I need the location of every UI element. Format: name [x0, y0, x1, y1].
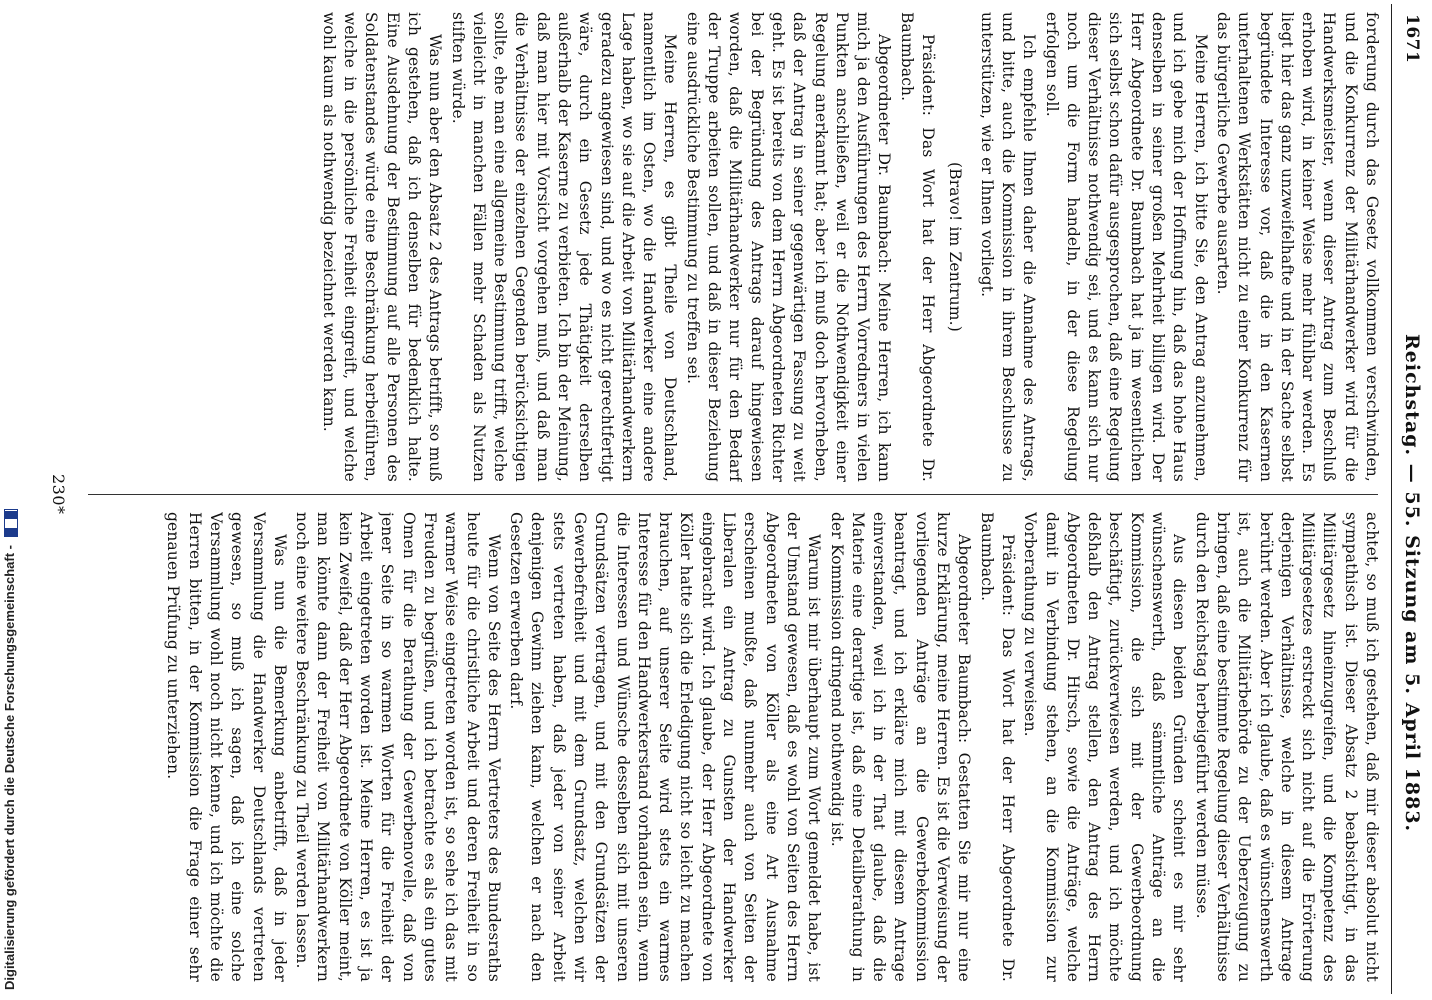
paragraph: Präsident: Das Wort hat der Herr Abgeordnete Dr. Baumbach.: [897, 12, 938, 482]
paragraph: forderung durch das Gesetz vollkommen verschwinden, und die Konkurrenz der Militärhandwerker wird für die Handwerksmeister, wenn dieser Antrag zum Beschluß erhoben wird, in keiner Weise mehr fühlbar werden. Es liegt hier das ganz unzweifelhafte und in der Sache selbst begründete Interesse vor, daß die in den Kasernen unterhaltenen Werkstätten nicht zu einer Konkurrenz für das bürgerliche Gewerbe ausarten.: [1213, 12, 1381, 482]
paragraph: Abgeordneter Dr. Baumbach: Meine Herren, ich kann mich ja den Ausführungen des Herrn Vorredners in vielen Punkten anschließen, weil er die Nothwendigkeit einer Regelung anerkannt hat; aber ich muß doch hervorheben, daß der Antrag in seiner gegenwärtigen Fassung zu weit geht. Es ist bereits von dem Herrn Abgeordneten Richter bei der Begründung des Antrags darauf hingewiesen worden, daß die Militärhandwerker nur für den Bedarf der Truppe arbeiten sollen, und daß in dieser Beziehung eine ausdrückliche Bestimmung zu treffen sei.: [683, 12, 894, 482]
document-page: [20, 4, 1430, 994]
paragraph: Wenn von Seite des Herrn Vertreters des Bundesraths heute für die christliche Arbeit und deren Freiheit in so warmer Weise eingetreten worden ist, so sehe ich das mit Freuden zu begrüßen, und ich betrachte es als ein gutes Omen für die Berathung der Gewerbenovelle, daß von jener Seite in so warmen Worten für die Freiheit der Arbeit eingetreten worden ist. Meine Herren, es ist ja kein Zweifel, daß der Herr Abgeordnete von Köller meint, man könnte dann der Freiheit von Militärhandwerkern noch eine weitere Beschränkung zu Theil werden lassen.: [293, 512, 503, 982]
paragraph: Was nun aber den Absatz 2 des Antrags betrifft, so muß ich gestehen, daß ich denselben für bedenklich halte. Eine Ausdehnung der Bestimmung auf alle Personen des Soldatenstandes würde eine Beschränkung herbeiführen, welche in die persönliche Freiheit eingreift, und welche wohl kaum als nothwendig bezeichnet werden kann.: [319, 12, 445, 482]
paragraph: achtet, so muß ich gestehen, daß mir dieser absolut nicht sympathisch ist. Dieser Absatz 2 beabsichtigt, in das Militärgesetz hineinzugreifen, und die Kompetenz des Militärgesetzes erstreckt sich nicht auf die Erörterung derjenigen Verhältnisse, welche in diesem Antrage berührt werden. Aber ich glaube, daß es wünschenswerth ist, auch die Militärbehörde zu der Ueberzeugung zu bringen, daß eine bestimmte Regelung dieser Verhältnisse durch den Reichstag herbeigeführt werden müsse.: [1192, 512, 1381, 982]
paragraph: Meine Herren, ich bitte Sie, den Antrag anzunehmen, und ich gebe mich der Hoffnung hin, daß das hohe Haus denselben in seiner großen Mehrheit billigen wird. Der Herr Abgeordnete Dr. Baumbach hat ja im wesentlichen sich selbst schon dafür ausgesprochen, daß eine Regelung dieser Verhältnisse nothwendig sei, und es kann sich nur noch um die Form handeln, in der diese Regelung erfolgen soll.: [1042, 12, 1210, 482]
paragraph: (Bravo! im Zentrum.): [946, 162, 965, 332]
signature-mark: 230*: [49, 474, 68, 515]
scanned-page: [20, 4, 1430, 994]
header-rule: [1391, 4, 1392, 994]
text-column-left: [82, 12, 1382, 482]
dfg-logo-icon: [4, 509, 18, 537]
paragraph: Aus diesen beiden Gründen scheint es mir sehr wünschenswerth, daß sämmtliche Anträge an die Kommission, die sich mit der Gewerbeordnung beschäftigt, zurückverwiesen werden, und ich möchte deßhalb den Antrag stellen, den Antrag des Herrn Abgeordneten Dr. Hirsch, sowie die Anträge, welche damit in Verbindung stehen, an die Kommission zur Vorberathung zu verweisen.: [1021, 512, 1189, 982]
text-column-right: [82, 512, 1382, 982]
paragraph: Warum ist mir überhaupt zum Wort gemeldet habe, ist der Umstand gewesen, daß es wohl von Seiten des Herrn Abgeordneten von Köller als eine Art Ausnahme erscheinen mußte, daß nunmehr auch von Seiten der Liberalen ein Antrag zu Gunsten der Handwerker eingebracht wird. Ich glaube, der Herr Abgeordnete von Köller hatte sich die Erledigung nicht so leicht zu machen brauchen, auf unserer Seite wird stets ein warmes Interesse für den Handwerkerstand vorhanden sein, wenn die Interessen und Wünsche desselben sich mit unseren Grundsätzen vertragen, und mit den Grundsätzen der Gewerbefreiheit und mit dem Grundsatz, welchen wir stets vertreten haben, daß jeder von seiner Arbeit denjenigen Gewinn ziehen kann, welchen er nach den Gesetzen erwerben darf.: [507, 512, 824, 982]
page-header: [1390, 4, 1430, 994]
paragraph: Präsident: Das Wort hat der Herr Abgeordnete Dr. Baumbach.: [977, 512, 1017, 982]
footer-credit-text: Digitalisierung gefördert durch die Deutsche Forschungsgemeinschaft -: [2, 545, 17, 990]
column-divider: [88, 494, 1378, 495]
paragraph: Was nun die Bemerkung anbetrifft, daß in jeder Versammlung die Handwerker Deutschlands vertreten gewesen, so muß ich sagen, daß ich eine solche Versammlung wohl noch nicht kenne, und ich möchte die Herren bitten, in der Kommission die Frage einer sehr genauen Prüfung zu unterziehen.: [164, 512, 289, 982]
paragraph: Abgeordneter Baumbach: Gestatten Sie mir nur eine kurze Erklärung, meine Herren. Es ist die Verweisung der vorliegenden Anträge an die Gewerbekommission beantragt, und ich erkläre mich mit diesem Antrage einverstanden, weil ich in der That glaube, daß die Materie eine derartige ist, daß eine Detailberathung in der Kommission dringend nothwendig ist.: [827, 512, 974, 982]
digitization-footer: [0, 0, 20, 1000]
footer-credit: [2, 0, 18, 990]
running-title: Reichstag. — 55. Sitzung am 5. April 1883.: [1401, 334, 1423, 833]
paragraph: Meine Herren, es gibt Theile von Deutschland, namentlich im Osten, wo die Handwerker eine andere Lage haben, wo sie auf die Arbeit von Militärhandwerkern geradezu angewiesen sind, und wo es nicht gerechtfertigt wäre, durch ein Gesetz jede Thätigkeit derselben außerhalb der Kaserne zu verbieten. Ich bin der Meinung, daß man hier mit Vorsicht vorgehen muß, und daß man die Verhältnisse der einzelnen Gegenden berücksichtigen sollte, ehe man eine allgemeine Bestimmung trifft, welche vielleicht in manchen Fällen mehr Schaden als Nutzen stiften würde.: [448, 12, 680, 482]
paragraph: Ich empfehle Ihnen daher die Annahme des Antrags, und bitte, auch die Kommission in ihrem Beschlusse zu unterstützen, wie er Ihnen vorliegt.: [977, 12, 1039, 482]
page-number: 1671: [1402, 14, 1422, 64]
